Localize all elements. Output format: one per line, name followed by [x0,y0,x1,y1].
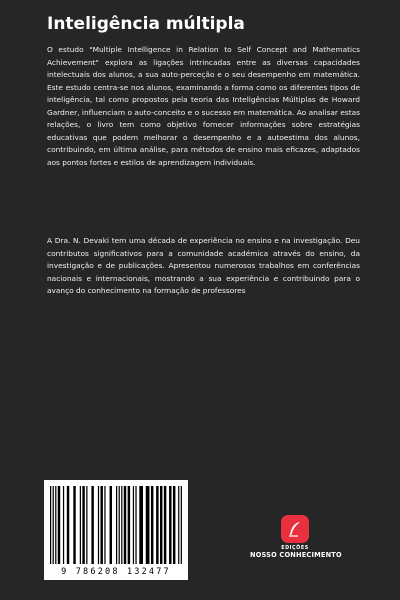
barcode-bar [116,486,117,564]
barcode-bar [146,486,150,564]
barcode-bar [80,486,81,564]
barcode-bar [156,486,158,564]
barcode-bar [50,486,51,564]
barcode-bar [121,486,122,564]
barcode-bar [151,486,153,564]
barcode-bar [73,486,75,564]
publisher-name: NOSSO CONHECIMENTO [250,551,342,559]
barcode-bar [164,486,166,564]
barcode-bar [110,486,112,564]
publisher-label: EDIÇÕES [281,546,309,551]
barcode-bar [82,486,84,564]
author-bio: A Dra. N. Devaki tem uma década de experiência no ensino e na investigação. Deu contributos significativos para a comunidade académica através do ensino, da investigação e de publicações. Apresentou numerosos trabalhos em conferências nacionais e internacionais, mostrando a sua experiência e contribuindo para o avanço do conhecimento na formação de professores [47,236,360,295]
barcode-bar [173,486,175,564]
barcode-bar [63,486,64,564]
barcode-bar [55,486,56,564]
barcode-bar [67,486,69,564]
barcode-bar [104,486,105,564]
book-summary: O estudo "Multiple Intelligence in Relation to Self Concept and Mathematics Achievement" explora as ligações intrincadas entre as diversas capacidades intelectuais dos alunos, a sua auto-perceção e o seu desempenho em matemática. Este estudo centra-se nos alunos, examinando a forma como os diferentes tipos de inteligência, tal como propostos pela teoria das Inteligências Múltiplas de Howard Gardner, influenciam o auto-conceito e o sucesso em matemática. Ao analisar estas relações, o livro tem como objetivo fornecer informações sobre estratégias educativas que podem melhorar o desempenho e a autoestima dos alunos, contribuindo, em última análise, para métodos de ensino mais eficazes, adaptados aos pontos fortes e estilos de aprendizagem individuais. [47,45,360,167]
barcode-bar [133,486,134,564]
publisher-block [250,515,340,559]
barcode-bar [86,486,87,564]
barcode-bar [128,486,130,564]
quill-icon [286,520,304,538]
barcode-bar [119,486,120,564]
barcode-bar [91,486,93,564]
barcode-bars [50,486,182,564]
barcode-bar [181,486,182,564]
barcode [44,480,188,580]
publisher-logo [281,515,309,543]
barcode-bar [139,486,143,564]
book-title: Inteligência múltipla [47,14,245,34]
barcode-bar [124,486,126,564]
barcode-bar [98,486,99,564]
barcode-bar [160,486,162,564]
barcode-bar [135,486,136,564]
barcode-bar [58,486,60,564]
barcode-bar [100,486,102,564]
barcode-bar [169,486,171,564]
barcode-bar [53,486,54,564]
isbn-number: 9 786208 132477 [61,567,171,577]
barcode-bar [178,486,179,564]
